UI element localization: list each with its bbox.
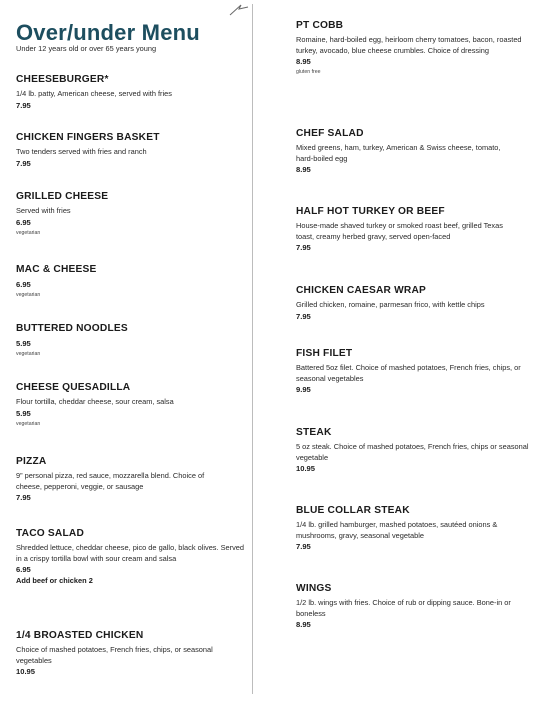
- item-description: House-made shaved turkey or smoked roast beef, grilled Texas toast, creamy herbed gravy, served open-faced: [296, 221, 503, 241]
- item-name: STEAK: [296, 427, 332, 438]
- item-description: Two tenders served with fries and ranch: [16, 147, 147, 156]
- item-price: 5.95: [16, 408, 31, 418]
- item-name: WINGS: [296, 583, 332, 594]
- item-name: 1/4 BROASTED CHICKEN: [16, 630, 144, 641]
- item-tag: vegetarian: [16, 420, 41, 427]
- item-description: Mixed greens, ham, turkey, American & Swiss cheese, tomato, hard-boiled egg: [296, 143, 501, 163]
- item-price: 8.95: [296, 620, 311, 629]
- menu-title: Over/under Menu: [16, 20, 200, 45]
- menu-item-steak: [296, 426, 530, 474]
- item-name: BLUE COLLAR STEAK: [296, 505, 410, 516]
- menu-item-pt-cobb: [296, 19, 532, 77]
- item-price: 7.95: [296, 243, 311, 252]
- item-price: 7.95: [16, 158, 31, 168]
- item-price: 7.95: [16, 100, 31, 110]
- menu-item-half-hot-turkey-or-beef: [296, 205, 520, 253]
- menu-item-pizza: [16, 455, 230, 503]
- item-price: 6.95: [16, 565, 31, 574]
- item-price: 6.95: [16, 280, 31, 289]
- pen-mark-icon: [228, 2, 250, 18]
- menu-item-chicken-fingers-basket: [16, 131, 160, 169]
- item-tag: vegetarian: [16, 229, 41, 236]
- item-name: GRILLED CHEESE: [16, 191, 109, 202]
- menu-item-mac-and-cheese: [16, 263, 97, 300]
- item-name: MAC & CHEESE: [16, 264, 97, 275]
- menu-item-chicken-caesar-wrap: [296, 284, 532, 322]
- item-description: Shredded lettuce, cheddar cheese, pico de gallo, black olives. Served in a crispy tortilla bowl with sour cream and salsa: [16, 543, 245, 563]
- menu-item-blue-collar-steak: [296, 504, 532, 552]
- item-name: BUTTERED NOODLES: [16, 323, 128, 334]
- item-name: CHEESE QUESADILLA: [16, 382, 131, 393]
- item-description: 1/4 lb. patty, American cheese, served with fries: [16, 89, 172, 98]
- column-divider: [252, 4, 253, 694]
- item-description: 9” personal pizza, red sauce, mozzarella blend. Choice of cheese, pepperoni, veggie, or sausage: [16, 471, 205, 491]
- menu-item-buttered-noodles: [16, 322, 128, 359]
- item-price: 7.95: [296, 542, 311, 551]
- item-price: 5.95: [16, 339, 31, 348]
- item-description: Battered 5oz filet. Choice of mashed potatoes, French fries, chips, or seasonal vegetables: [296, 363, 521, 383]
- item-description: Flour tortilla, cheddar cheese, sour cream, salsa: [16, 397, 174, 406]
- item-price: 6.95: [16, 217, 31, 227]
- menu-item-wings: [296, 582, 530, 630]
- item-tag: gluten free: [296, 69, 321, 75]
- item-description: Choice of mashed potatoes, French fries, chips, or seasonal vegetables: [16, 645, 213, 665]
- item-description: 1/4 lb. grilled hamburger, mashed potatoes, sautéed onions & mushrooms, gravy, seasonal vegetable: [296, 520, 498, 540]
- item-name: PT COBB: [296, 20, 344, 31]
- item-name: CHEESEBURGER*: [16, 74, 109, 85]
- item-description: Grilled chicken, romaine, parmesan frico, with kettle chips: [296, 300, 485, 309]
- menu-item-fish-filet: [296, 347, 528, 395]
- item-description: 1/2 lb. wings with fries. Choice of rub or dipping sauce. Bone-in or boneless: [296, 598, 511, 618]
- item-name: FISH FILET: [296, 348, 353, 359]
- item-price: 10.95: [16, 667, 36, 676]
- menu-item-cheese-quesadilla: [16, 381, 174, 429]
- item-description: Romaine, hard-boiled egg, heirloom cherry tomatoes, bacon, roasted turkey, avocado, blue cheese crumbles. Choice of dressing: [296, 35, 522, 55]
- menu-item-broasted-chicken: [16, 629, 238, 677]
- item-price: 9.95: [296, 385, 311, 394]
- item-name: TACO SALAD: [16, 528, 85, 539]
- item-price: 8.95: [296, 57, 311, 66]
- menu-item-grilled-cheese: [16, 190, 108, 238]
- menu-item-taco-salad: [16, 527, 248, 586]
- item-description: 5 oz steak. Choice of mashed potatoes, French fries, chips or seasonal vegetable: [296, 442, 529, 462]
- menu-subtitle: Under 12 years old or over 65 years young: [16, 44, 157, 53]
- item-price: 8.95: [296, 165, 311, 174]
- item-tag: vegetarian: [16, 351, 41, 357]
- item-description: Served with fries: [16, 206, 71, 215]
- item-name: CHEF SALAD: [296, 128, 364, 139]
- item-price: 7.95: [296, 311, 311, 321]
- menu-item-cheeseburger: [16, 73, 172, 111]
- menu-item-chef-salad: [296, 127, 516, 175]
- item-name: PIZZA: [16, 456, 47, 467]
- item-name: HALF HOT TURKEY OR BEEF: [296, 206, 445, 217]
- item-tag: vegetarian: [16, 292, 41, 298]
- item-name: CHICKEN FINGERS BASKET: [16, 132, 160, 143]
- item-addon: Add beef or chicken 2: [16, 576, 93, 585]
- item-price: 10.95: [296, 464, 316, 473]
- item-name: CHICKEN CAESAR WRAP: [296, 285, 427, 296]
- item-price: 7.95: [16, 493, 31, 502]
